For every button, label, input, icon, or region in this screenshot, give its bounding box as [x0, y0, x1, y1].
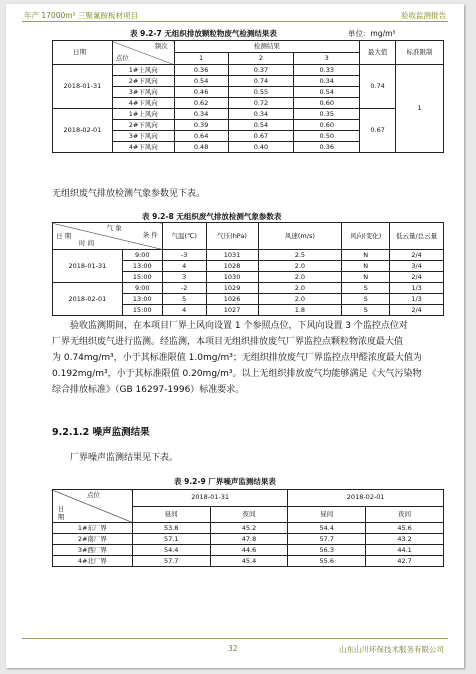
- noise-table: [52, 489, 444, 567]
- value-cell: 0.39: [174, 120, 228, 131]
- value-cell: S: [342, 305, 390, 316]
- table-row: [53, 65, 444, 76]
- value-cell: -2: [162, 283, 206, 294]
- table-8-caption: 表 9.2-8 无组织废气排放检测气象参数表: [142, 212, 282, 221]
- table-row: [53, 109, 444, 120]
- value-cell: 1029: [206, 283, 258, 294]
- max-cell: 0.74: [360, 65, 396, 109]
- value-cell: 2.0: [258, 261, 342, 272]
- value-cell: 0.60: [294, 120, 360, 131]
- header-condition: 条 件: [142, 231, 158, 239]
- time-cell: 9:00: [122, 283, 162, 294]
- value-cell: 0.36: [174, 65, 228, 76]
- date-cell: 2018-01-31: [53, 250, 123, 283]
- time-cell: 13:00: [122, 294, 162, 305]
- value-cell: 0.34: [174, 109, 228, 120]
- value-cell: 45.6: [366, 523, 444, 534]
- value-cell: 0.74: [228, 76, 294, 87]
- value-cell: 2.0: [258, 283, 342, 294]
- value-cell: 2.0: [258, 272, 342, 283]
- header-result: 检测结果: [174, 41, 359, 53]
- value-cell: 0.60: [294, 98, 360, 109]
- header-day: 昼间: [288, 506, 366, 523]
- header-point: 点位: [115, 54, 129, 62]
- value-cell: 45.4: [210, 556, 288, 567]
- header-point: 点位: [87, 491, 100, 499]
- document-page: [6, 4, 464, 668]
- noise-intro-text: 厂界噪声监测结果见下表。: [70, 453, 179, 463]
- value-cell: 0.67: [228, 131, 294, 142]
- header-day: 昼间: [132, 506, 210, 523]
- date-cell: 2018-02-01: [53, 109, 113, 153]
- value-cell: 56.3: [288, 545, 366, 556]
- value-cell: 45.2: [210, 523, 288, 534]
- value-cell: 1/3: [390, 283, 444, 294]
- table-7-unit: 单位：mg/m³: [348, 29, 396, 38]
- value-cell: 3: [162, 272, 206, 283]
- value-cell: 0.50: [294, 131, 360, 142]
- value-cell: 44.1: [366, 545, 444, 556]
- value-cell: 0.55: [228, 87, 294, 98]
- header-3: 3: [294, 53, 360, 65]
- value-cell: 57.1: [132, 534, 210, 545]
- table-row: [53, 545, 444, 556]
- date-cell: 2018-02-01: [53, 283, 123, 316]
- table-row: [53, 534, 444, 545]
- header-temperature: 气温(℃): [162, 223, 206, 250]
- value-cell: 2.5: [258, 250, 342, 261]
- paragraph-line: 验收监测期间，在本项目厂界上风向设置 1 个参照点位，下风向设置 3 个监控点位对: [70, 321, 408, 331]
- point-cell: 4#下风向: [112, 142, 174, 153]
- value-cell: 0.34: [294, 76, 360, 87]
- value-cell: 57.7: [132, 556, 210, 567]
- value-cell: 0.35: [294, 109, 360, 120]
- value-cell: 1.8: [258, 305, 342, 316]
- value-cell: 0.48: [174, 142, 228, 153]
- header-time: 时 间: [79, 239, 95, 247]
- paragraph-line: 0.192mg/m³，小于其标准限值 0.20mg/m³。以上无组织排放废气均能够满足《大气污染物: [52, 369, 422, 379]
- point-cell: 2#下风向: [112, 120, 174, 131]
- header-night: 夜间: [366, 506, 444, 523]
- header-date-2: 2018-02-01: [288, 490, 444, 507]
- value-cell: -3: [162, 250, 206, 261]
- value-cell: 1028: [206, 261, 258, 272]
- paragraph-line: 厂界无组织废气进行监测。经监测，本项目无组织排放废气厂界监控点颗粒物浓度最大值: [52, 337, 404, 347]
- table-9-caption: 表 9.2-9 厂界噪声监测结果表: [174, 477, 276, 486]
- time-cell: 15:00: [122, 305, 162, 316]
- paragraph-line: 综合排放标准》（GB 16297-1996）标准要求。: [52, 385, 245, 395]
- value-cell: 1/3: [390, 294, 444, 305]
- value-cell: 0.46: [174, 87, 228, 98]
- value-cell: 2.0: [258, 294, 342, 305]
- header-date: 日 期: [56, 232, 72, 240]
- weather-intro-text: 无组织废气排放检测气象参数见下表。: [52, 189, 206, 199]
- header-weather: 气 象: [106, 224, 122, 232]
- paragraph-line: 为 0.74mg/m³，小于其标准限值 1.0mg/m³；无组织排放废气厂界监控点甲醛浓度最大值为: [52, 353, 422, 363]
- value-cell: 0.36: [294, 142, 360, 153]
- table-row: [53, 556, 444, 567]
- value-cell: 3/4: [390, 261, 444, 272]
- point-cell: 4#北厂界: [53, 556, 133, 567]
- header-project: 年产 17000m³ 三聚氰胺板材项目: [24, 11, 138, 20]
- header-night: 夜间: [210, 506, 288, 523]
- monitoring-paragraph: [52, 318, 444, 398]
- table-7-caption: 表 9.2-7 无组织排放颗粒物废气检测结果表: [130, 29, 277, 38]
- value-cell: 0.64: [174, 131, 228, 142]
- header-report: 验收监测报告: [401, 11, 446, 20]
- value-cell: S: [342, 283, 390, 294]
- value-cell: 2/4: [390, 272, 444, 283]
- value-cell: 43.2: [366, 534, 444, 545]
- point-cell: 4#下风向: [112, 98, 174, 109]
- point-cell: 1#上风向: [112, 65, 174, 76]
- value-cell: S: [342, 294, 390, 305]
- value-cell: 1026: [206, 294, 258, 305]
- time-cell: 15:00: [122, 272, 162, 283]
- value-cell: 0.40: [228, 142, 294, 153]
- table-row: [53, 250, 444, 261]
- value-cell: 47.8: [210, 534, 288, 545]
- value-cell: 0.34: [228, 109, 294, 120]
- particulate-table: [52, 40, 444, 153]
- value-cell: 0.62: [174, 98, 228, 109]
- header-frequency: 频次: [154, 42, 168, 50]
- header-wind-speed: 风速(m/s): [258, 223, 342, 250]
- value-cell: 2/4: [390, 305, 444, 316]
- value-cell: 0.72: [228, 98, 294, 109]
- header-rule: [22, 21, 448, 22]
- header-cloud: 低云量/总云量: [390, 223, 444, 250]
- value-cell: 55.6: [288, 556, 366, 567]
- point-cell: 3#下风向: [112, 131, 174, 142]
- limit-cell: 1: [396, 65, 444, 153]
- header-2: 2: [228, 53, 294, 65]
- header-wind-direction: 风向(变化): [342, 223, 390, 250]
- value-cell: 0.33: [294, 65, 360, 76]
- weather-table: [52, 222, 444, 316]
- value-cell: 1031: [206, 250, 258, 261]
- header-1: 1: [174, 53, 228, 65]
- time-cell: 13:00: [122, 261, 162, 272]
- value-cell: 1027: [206, 305, 258, 316]
- value-cell: 0.37: [228, 65, 294, 76]
- time-cell: 9:00: [122, 250, 162, 261]
- page-number: 32: [228, 644, 238, 653]
- value-cell: 57.7: [288, 534, 366, 545]
- point-cell: 2#南厂界: [53, 534, 133, 545]
- value-cell: 0.54: [294, 87, 360, 98]
- footer-rule: [22, 638, 448, 639]
- max-cell: 0.67: [360, 109, 396, 153]
- point-cell: 3#西厂界: [53, 545, 133, 556]
- date-cell: 2018-01-31: [53, 65, 113, 109]
- value-cell: 5: [162, 294, 206, 305]
- header-limit: 标准限制: [396, 41, 444, 65]
- header-date-1: 2018-01-31: [132, 490, 288, 507]
- value-cell: 44.6: [210, 545, 288, 556]
- value-cell: N: [342, 261, 390, 272]
- value-cell: 4: [162, 305, 206, 316]
- table-row: [53, 523, 444, 534]
- header-date: 日期: [57, 505, 65, 521]
- footer-organization: 山东山川环保技术服务有限公司: [339, 645, 444, 654]
- section-heading: 9.2.1.2 噪声监测结果: [52, 427, 150, 438]
- value-cell: 54.4: [288, 523, 366, 534]
- point-cell: 1#东厂界: [53, 523, 133, 534]
- value-cell: 1030: [206, 272, 258, 283]
- value-cell: N: [342, 250, 390, 261]
- value-cell: 0.54: [228, 120, 294, 131]
- value-cell: 53.8: [132, 523, 210, 534]
- value-cell: 4: [162, 261, 206, 272]
- header-date: 日期: [73, 48, 86, 56]
- value-cell: 42.7: [366, 556, 444, 567]
- header-max: 最大值: [360, 41, 396, 65]
- value-cell: 54.4: [132, 545, 210, 556]
- value-cell: 0.54: [174, 76, 228, 87]
- point-cell: 1#上风向: [112, 109, 174, 120]
- value-cell: N: [342, 272, 390, 283]
- point-cell: 2#下风向: [112, 76, 174, 87]
- value-cell: 2/4: [390, 250, 444, 261]
- header-pressure: 气压(hPa): [206, 223, 258, 250]
- table-row: [53, 283, 444, 294]
- point-cell: 3#下风向: [112, 87, 174, 98]
